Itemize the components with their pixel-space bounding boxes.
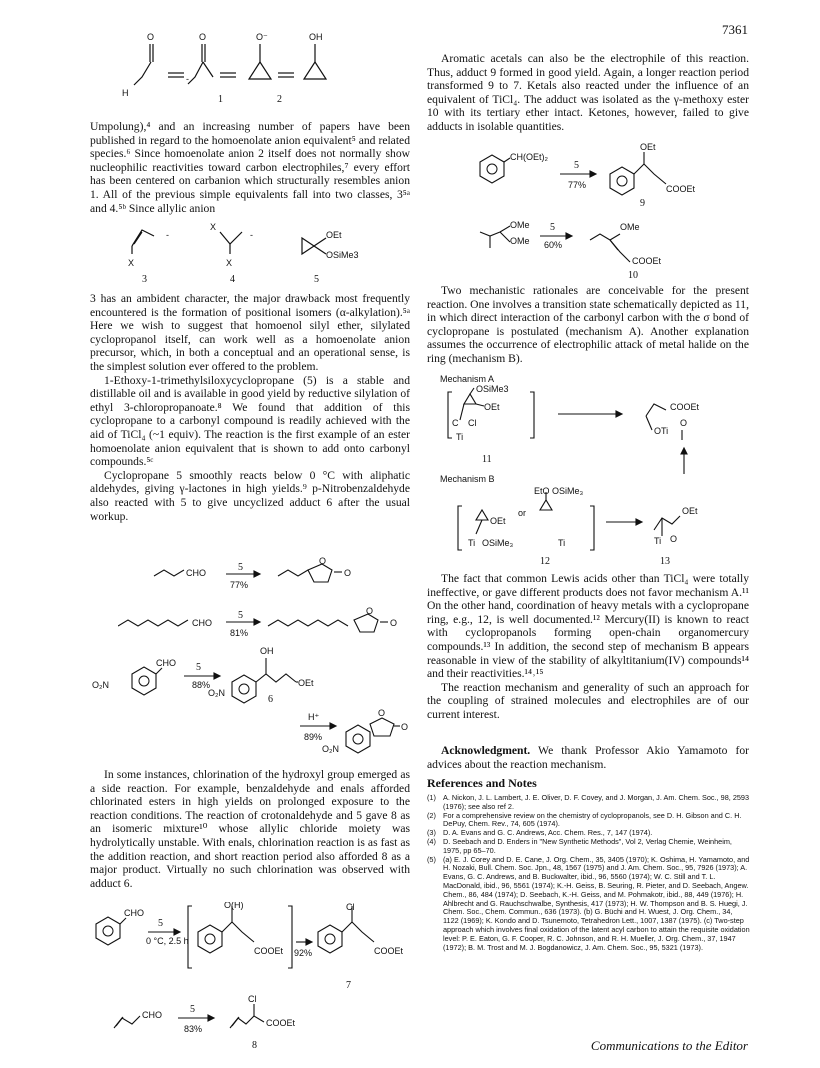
chloro-label: Cl <box>468 418 477 428</box>
left-paragraph-5 <box>90 768 410 890</box>
ethoxy-label: OEt <box>640 142 656 152</box>
reference-number: (5) <box>427 854 436 864</box>
reagent-5-label: 5 <box>158 918 163 929</box>
titanium-label: Ti <box>654 536 662 546</box>
compound-8-label: 8 <box>252 1040 257 1051</box>
yield-label: 77% <box>230 580 249 590</box>
compound-3-label: 3 <box>142 274 147 285</box>
compound-7-label: 7 <box>346 980 351 991</box>
oxide-label: O⁻ <box>256 32 268 42</box>
yield-label: 77% <box>568 180 587 190</box>
reference-number: (3) <box>427 828 436 838</box>
aldehyde-label: CHO <box>186 568 206 578</box>
chloro-label: Cl <box>346 902 355 912</box>
conditions-label: 0 °C, 2.5 h <box>146 936 189 946</box>
scheme-mechanisms <box>440 370 740 570</box>
reagent-5-label: 5 <box>238 562 243 573</box>
compound-10-label: 10 <box>628 270 638 280</box>
right-paragraphs-3-4 <box>427 572 749 722</box>
ester-label: COOEt <box>266 1018 296 1028</box>
hydroxyl-label: O(H) <box>224 902 244 910</box>
ring-oxygen-label: O <box>366 606 374 616</box>
ethoxy-label: EtO <box>534 486 550 496</box>
reference-item <box>427 838 750 856</box>
mechanism-a-label: Mechanism A <box>440 374 495 384</box>
compound-13-label: 13 <box>660 556 670 567</box>
reference-item <box>427 794 750 812</box>
scheme-chlorination <box>92 902 422 1052</box>
ester-label: COOEt <box>666 184 696 194</box>
ethoxy-label: OEt <box>298 678 314 688</box>
reagent-5-label: 5 <box>196 662 201 673</box>
reference-text: (a) E. J. Corey and D. E. Cane, J. Org. Chem., 35, 3405 (1970); K. Oshima, H. Yamamoto, and H. Nozaki, Bull. Chem. Soc. Jpn., 48, 1567 (1975) and J. Am. Chem. Soc., 95, 7926 (1973); A. Evans, G. C. Andrews, and B. Buckwalter, ibid., 96, 5560 (1974); W. C. Still and T. L. MacDonald, ibid., 96, 5561 (1974); K.-H. Geiss, B. Seuring, R. Pieter, and D. Seebach, Angew. Chem., 86, 484 (1974); D. Seebach, K.-H. Geiss, and M. Pohmakotr, ibid., 88, 449 (1976); H. Ahlbrecht and G. Rauchschwalbe, Synthesis, 417 (1973); H. W. Thompson and B. S. Huegi, J. Chem. Soc., Chem. Commun., 636 (1973). (b) G. Büchi and H. Wuest, J. Org. Chem., 34, 1122 (1969); K. Kondo and D. Tsunemoto, Tetrahedron Lett., 1007, 1387 (1975). (c) Two-step approach which involves final oxidation of the latent acyl carbon to attain the requisite oxidation level: P. E. Eaton, G. F. Cooper, R. C. Johnson, and R. H. Mueller, J. Org. Chem., 37, 1947 (1972); B. M. Trost and M. J. Bogdanowicz, J. Am. Chem. Soc., 95, 5321 (1973). <box>443 854 750 952</box>
reagent-5-label: 5 <box>238 610 243 621</box>
ester-label: COOEt <box>254 946 284 956</box>
acknowledgment <box>427 744 749 791</box>
ester-label: COOEt <box>374 946 404 956</box>
paragraph: Two mechanistic rationales are conceivable for the present reaction. One involves a transition state schematically depicted as 11, in which direct interaction of the carbonyl carbon with the σ bond of cyclopropane is postulated (mechanism A). Another explanation assumes the occurrence of electrophilic attack of metal halide on the ring (mechanism B). <box>427 284 749 365</box>
siloxy-label: OSiMe3 <box>326 250 359 260</box>
paragraph: The reaction mechanism and generality of such an approach for the coupling of strained molecules and electrophiles are of our current interest. <box>427 680 749 721</box>
reference-text: D. A. Evans and G. C. Andrews, Acc. Chem. Res., 7, 147 (1974). <box>443 828 653 838</box>
acknowledgment-label: Acknowledgment. <box>441 744 531 757</box>
aldehyde-label: CHO <box>124 908 144 918</box>
nitro-label: O₂N <box>322 744 339 754</box>
aldehyde-label: CHO <box>142 1010 162 1020</box>
carbonyl-o-label: O <box>147 32 155 42</box>
reference-text: For a comprehensive review on the chemistry of cyclopropanols, see D. H. Gibson and C. H. DePuy, Chem. Rev., 74, 605 (1974). <box>443 810 742 829</box>
references-list <box>427 794 750 952</box>
paragraph: The fact that common Lewis acids other than TiCl₄ were totally ineffective, or gave different products does not favor mechanism A.¹¹ On the other hand, coordination of heavy metals with a cyclopropane ring, e.g., 12, is well documented.¹² Mercury(II) is known to react with cyclopropanols forming open-chain organomercury compounds.¹³ In addition, the second step of mechanism B appears reasonable in view of the stability of alkyltitanium(IV) compounds¹⁴ and their reactivities.¹⁴˒¹⁵ <box>427 572 749 681</box>
left-paragraphs-2-4 <box>90 292 410 523</box>
ester-label: COOEt <box>632 256 662 266</box>
yield-label: 89% <box>304 732 323 742</box>
substituent-x-label: X <box>226 258 233 268</box>
acknowledgment-text: We thank Professor Akio Yamamoto for advices about the reaction mechanism. <box>427 744 749 771</box>
methoxy-label: OMe <box>510 220 530 230</box>
scheme-lactone-formation <box>118 556 408 646</box>
compound-4-label: 4 <box>230 274 235 285</box>
reference-item <box>427 856 750 953</box>
titanium-label: Ti <box>456 432 464 442</box>
paragraph: Aromatic acetals can also be the electrophile of this reaction. Thus, adduct 9 formed in good yield. Again, a longer reaction period transformed 9 to 7. Ketals also reacted under the influence of an equivalent of TiCl₄. The adduct was isolated as the γ-methoxy ester 10 with its tertiary ether intact. Ketones, however, failed to give adducts in isolable quantities. <box>427 52 749 133</box>
paragraph: Umpolung),⁴ and an increasing number of papers have been published in regard to the homoenolate anion equivalent⁵ and related species.⁶ Since homoenolate anion 2 itself does not normally show nucleophilic reactivities toward carbon electrophiles,⁷ every effort has been centered on carbanion which structurally resembles anion 1. All of the previous simple equivalents fall into two classes, 3⁵ᵃ and 4.⁵ᵇ Since allylic anion <box>90 120 410 215</box>
aldehyde-label: CHO <box>156 658 176 668</box>
ethoxy-label: OEt <box>326 230 342 240</box>
paragraph: 3 has an ambident character, the major drawback most frequently encountered is the formation of positional isomers (α-alkylation).⁵ᵃ Here we wish to suggest that homoenol silyl ether, silylated cyclopropanol itself, can work well as a homoenolate anion precursor, which, in both a conceptual and an operational sense, is the simplest solution ever offered to the problem. <box>90 292 410 373</box>
carbonyl-o-label: O <box>390 618 398 628</box>
reference-number: (1) <box>427 793 436 802</box>
yield-label: 81% <box>230 628 249 638</box>
page-number: 7361 <box>722 22 748 37</box>
scheme-equivalent-classes <box>112 216 412 288</box>
aldehyde-label: CHO <box>192 618 212 628</box>
carbonyl-o-label: O <box>199 32 207 42</box>
references-heading: References and Notes <box>427 776 537 791</box>
reagent-5-label: 5 <box>550 222 555 233</box>
yield-label: 83% <box>184 1024 203 1034</box>
carbon-label: C <box>452 418 459 428</box>
or-label: or <box>518 508 527 518</box>
svg-text:-: - <box>166 230 169 240</box>
titanium-label: Ti <box>468 538 476 548</box>
compound-5-label: 5 <box>314 274 319 285</box>
left-paragraph-1 <box>90 120 410 215</box>
right-paragraph-1 <box>427 52 749 134</box>
hydrogen-label: H <box>122 88 129 98</box>
titanium-label: Ti <box>558 538 566 548</box>
ester-label: COOEt <box>670 402 700 412</box>
scheme-acetal-addition <box>460 140 750 280</box>
compound-6-label: 6 <box>268 694 273 705</box>
acetal-label: CH(OEt)₂ <box>510 152 548 162</box>
chloro-label: Cl <box>248 994 257 1004</box>
scheme-homoenolate-anion <box>112 22 372 120</box>
svg-text:-: - <box>186 74 189 84</box>
siloxy-label: OSiMe3 <box>476 384 509 394</box>
ring-oxygen-label: O <box>378 708 386 718</box>
reference-number: (4) <box>427 836 436 846</box>
reference-number: (2) <box>427 810 436 820</box>
yield-label: 92% <box>294 948 313 958</box>
substituent-x-label: X <box>128 258 135 268</box>
paragraph: Cyclopropane 5 smoothly reacts below 0 °C with aliphatic aldehydes, giving γ-lactones in high yields.⁹ p-Nitrobenzaldehyde also reacted with 5 to give uncyclized adduct 6 after the usual workup. <box>90 468 410 523</box>
substituent-x-label: X <box>210 222 217 232</box>
ethoxy-label: OEt <box>682 506 698 516</box>
reference-text: D. Seebach and D. Enders in "New Synthetic Methods", Vol 2, Verlag Chemie, Weinheim, 1975, pp 65–70. <box>443 836 732 855</box>
otitanium-label: OTi <box>654 426 669 436</box>
carbonyl-o-label: O <box>670 534 678 544</box>
right-paragraph-2 <box>427 284 749 366</box>
paragraph: In some instances, chlorination of the hydroxyl group emerged as a side reaction. For example, benzaldehyde and enals afforded chlorinated esters in high yields on prolonged exposure to the reaction conditions. The reaction of crotonaldehyde and 5 gave 8 as an isomeric mixture¹⁰ whose allylic chloride moiety was hydrolytically unstable. With enals, chlorination reaction is as fast as the addition reaction, and short reaction period also afforded 8 as a major product. Virtually no such chlorination was observed with adduct 6. <box>90 768 410 890</box>
ethoxy-label: OEt <box>484 402 500 412</box>
carbonyl-o-label: O <box>344 568 352 578</box>
nitro-label: O₂N <box>92 680 109 690</box>
reagent-5-label: 5 <box>574 160 579 171</box>
methoxy-label: OMe <box>510 236 530 246</box>
ethoxy-label: OEt <box>490 516 506 526</box>
mechanism-b-label: Mechanism B <box>440 474 495 484</box>
carbonyl-o-label: O <box>680 418 688 428</box>
methoxy-label: OMe <box>620 222 640 232</box>
paragraph: 1-Ethoxy-1-trimethylsiloxycyclopropane (5) is a stable and distillable oil and is available in good yield by reductive silylation of ethyl 3-chloropropanoate.⁸ We found that addition of this cyclopropane to a carbonyl compound is readily achieved with the aid of TiCl₄ (~1 equiv). The reaction is the first example of an ester homoenolate anion equivalent that is shown to add onto carbonyl compounds.⁵ᶜ <box>90 373 410 469</box>
acid-label: H⁺ <box>308 712 320 722</box>
reagent-5-label: 5 <box>190 1004 195 1015</box>
compound-1-label: 1 <box>218 94 223 105</box>
compound-2-label: 2 <box>277 94 282 105</box>
scheme-nitrobenzaldehyde <box>92 636 412 756</box>
ring-oxygen-label: O <box>319 556 327 566</box>
reference-text: A. Nickon, J. L. Lambert, J. E. Oliver, D. F. Covey, and J. Morgan, J. Am. Chem. Soc., 98, 2593 (1976); see also ref 2. <box>443 793 750 811</box>
svg-text:-: - <box>250 230 253 240</box>
compound-11-label: 11 <box>482 454 492 465</box>
nitro-label: O₂N <box>208 688 225 698</box>
hydroxyl-label: OH <box>260 646 274 656</box>
compound-12-label: 12 <box>540 556 550 567</box>
siloxy-label: OSiMe₃ <box>482 538 514 548</box>
compound-9-label: 9 <box>640 198 645 209</box>
yield-label: 88% <box>192 680 211 690</box>
journal-section-footer: Communications to the Editor <box>590 1038 748 1053</box>
reference-item <box>427 812 750 830</box>
hydroxyl-label: OH <box>309 32 323 42</box>
siloxy-label: OSiMe₃ <box>552 486 584 496</box>
carbonyl-o-label: O <box>401 722 409 732</box>
yield-label: 60% <box>544 240 563 250</box>
